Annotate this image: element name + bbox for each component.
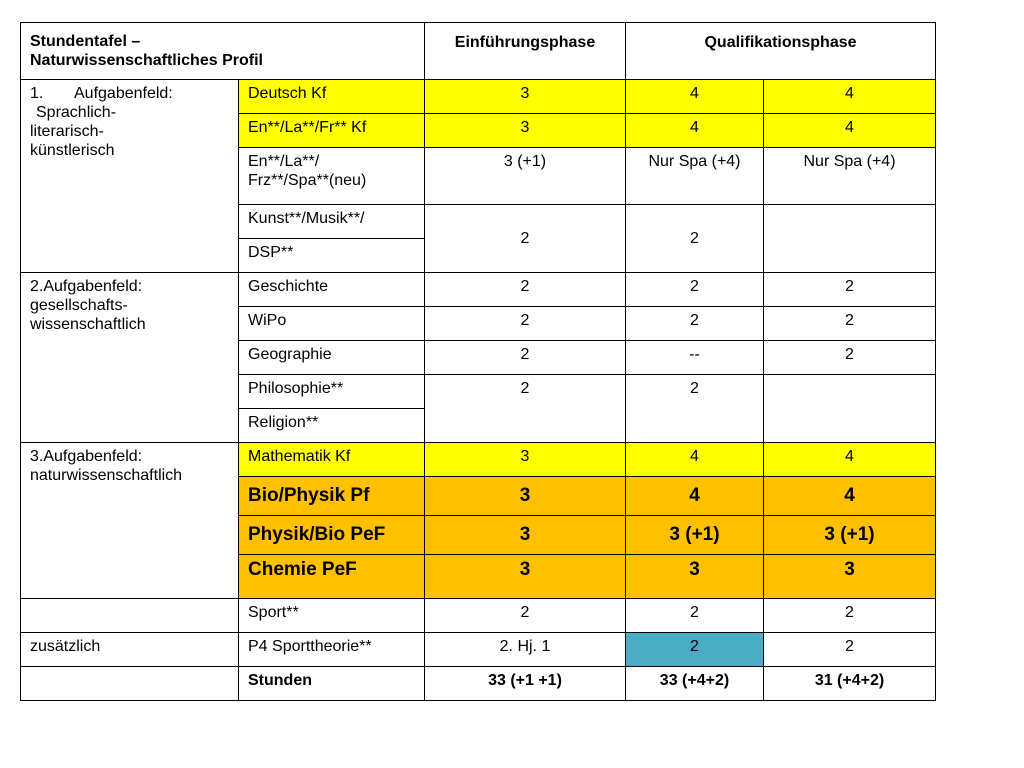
group-empty-sport bbox=[21, 599, 239, 633]
mathematik-q1: 4 bbox=[626, 443, 764, 477]
table-title bbox=[21, 23, 425, 80]
wipo-q1: 2 bbox=[626, 307, 764, 341]
chemie-q1: 3 bbox=[626, 555, 764, 599]
group-aufgabenfeld-3 bbox=[21, 443, 239, 599]
enlafr-q1: 4 bbox=[626, 114, 764, 148]
chemie-q2: 3 bbox=[764, 555, 936, 599]
header-einfuehrungsphase: Einführungsphase bbox=[425, 23, 626, 80]
geschichte-q1: 2 bbox=[626, 273, 764, 307]
p4-q2: 2 bbox=[764, 633, 936, 667]
deutsch-ef: 3 bbox=[425, 80, 626, 114]
sport-ef: 2 bbox=[425, 599, 626, 633]
physikbio-q1: 3 (+1) bbox=[626, 516, 764, 555]
spa-ef: 3 (+1) bbox=[425, 148, 626, 205]
group1-line2: Sprachlich- bbox=[36, 104, 117, 121]
geschichte-ef: 2 bbox=[425, 273, 626, 307]
group1-line3: literarisch- bbox=[30, 123, 104, 140]
row-p4 bbox=[21, 633, 936, 667]
biophysik-q1: 4 bbox=[626, 477, 764, 516]
subject-religion: Religion** bbox=[239, 409, 425, 443]
biophysik-ef: 3 bbox=[425, 477, 626, 516]
header-qualifikationsphase: Qualifikationsphase bbox=[626, 23, 936, 80]
subject-deutsch: Deutsch Kf bbox=[239, 80, 425, 114]
sport-q1: 2 bbox=[626, 599, 764, 633]
group2-line2: gesellschafts- bbox=[30, 297, 128, 314]
title-line1: Stundentafel – bbox=[30, 33, 141, 50]
sport-q2: 2 bbox=[764, 599, 936, 633]
spa-q1: Nur Spa (+4) bbox=[626, 148, 764, 205]
p4-ef: 2. Hj. 1 bbox=[425, 633, 626, 667]
geographie-ef: 2 bbox=[425, 341, 626, 375]
subject-dsp: DSP** bbox=[239, 239, 425, 273]
physikbio-q2: 3 (+1) bbox=[764, 516, 936, 555]
geschichte-q2: 2 bbox=[764, 273, 936, 307]
group3-line1: 3.Aufgabenfeld: bbox=[30, 448, 143, 465]
chemie-ef: 3 bbox=[425, 555, 626, 599]
subject-wipo: WiPo bbox=[239, 307, 425, 341]
subject-mathematik: Mathematik Kf bbox=[239, 443, 425, 477]
deutsch-q2: 4 bbox=[764, 80, 936, 114]
enlafr-q2: 4 bbox=[764, 114, 936, 148]
subject-chemie: Chemie PeF bbox=[239, 555, 425, 599]
group1-line1: Aufgabenfeld: bbox=[74, 85, 173, 102]
row-stunden bbox=[21, 667, 936, 701]
philosophie-q2 bbox=[764, 375, 936, 443]
subject-sport: Sport** bbox=[239, 599, 425, 633]
philosophie-q1: 2 bbox=[626, 375, 764, 443]
p4-q1: 2 bbox=[626, 633, 764, 667]
row-deutsch bbox=[21, 80, 936, 114]
row-geschichte bbox=[21, 273, 936, 307]
biophysik-q2: 4 bbox=[764, 477, 936, 516]
subject-enlafr: En**/La**/Fr** Kf bbox=[239, 114, 425, 148]
subject-geschichte: Geschichte bbox=[239, 273, 425, 307]
group-zusaetzlich: zusätzlich bbox=[21, 633, 239, 667]
spa-q2: Nur Spa (+4) bbox=[764, 148, 936, 205]
deutsch-q1: 4 bbox=[626, 80, 764, 114]
subject-biophysik: Bio/Physik Pf bbox=[239, 477, 425, 516]
kunst-ef: 2 bbox=[425, 205, 626, 273]
group-empty-stunden bbox=[21, 667, 239, 701]
physikbio-ef: 3 bbox=[425, 516, 626, 555]
subject-p4: P4 Sporttheorie** bbox=[239, 633, 425, 667]
geographie-q2: 2 bbox=[764, 341, 936, 375]
mathematik-ef: 3 bbox=[425, 443, 626, 477]
subject-physikbio: Physik/Bio PeF bbox=[239, 516, 425, 555]
geographie-q1: -- bbox=[626, 341, 764, 375]
kunst-q2 bbox=[764, 205, 936, 273]
wipo-q2: 2 bbox=[764, 307, 936, 341]
group3-line2: naturwissenschaftlich bbox=[30, 467, 183, 484]
group-aufgabenfeld-2 bbox=[21, 273, 239, 443]
stunden-q1: 33 (+4+2) bbox=[626, 667, 764, 701]
wipo-ef: 2 bbox=[425, 307, 626, 341]
subject-geographie: Geographie bbox=[239, 341, 425, 375]
subject-spa bbox=[239, 148, 425, 205]
enlafr-ef: 3 bbox=[425, 114, 626, 148]
group1-line4: künstlerisch bbox=[30, 142, 115, 159]
philosophie-ef: 2 bbox=[425, 375, 626, 443]
subject-philosophie: Philosophie** bbox=[239, 375, 425, 409]
stundentafel-table bbox=[20, 22, 936, 701]
group2-line1: 2.Aufgabenfeld: bbox=[30, 278, 143, 295]
kunst-q1: 2 bbox=[626, 205, 764, 273]
row-sport bbox=[21, 599, 936, 633]
subject-kunst: Kunst**/Musik**/ bbox=[239, 205, 425, 239]
stunden-ef: 33 (+1 +1) bbox=[425, 667, 626, 701]
title-line2: Naturwissenschaftliches Profil bbox=[30, 52, 263, 69]
mathematik-q2: 4 bbox=[764, 443, 936, 477]
header-row bbox=[21, 23, 936, 80]
spa-line1: En**/La**/ bbox=[248, 153, 320, 170]
subject-stunden: Stunden bbox=[239, 667, 425, 701]
spa-line2: Frz**/Spa**(neu) bbox=[248, 172, 367, 189]
stunden-q2: 31 (+4+2) bbox=[764, 667, 936, 701]
group2-line3: wissenschaftlich bbox=[30, 316, 146, 333]
group-aufgabenfeld-1 bbox=[21, 80, 239, 273]
group1-number: 1. bbox=[30, 85, 44, 102]
row-mathematik bbox=[21, 443, 936, 477]
